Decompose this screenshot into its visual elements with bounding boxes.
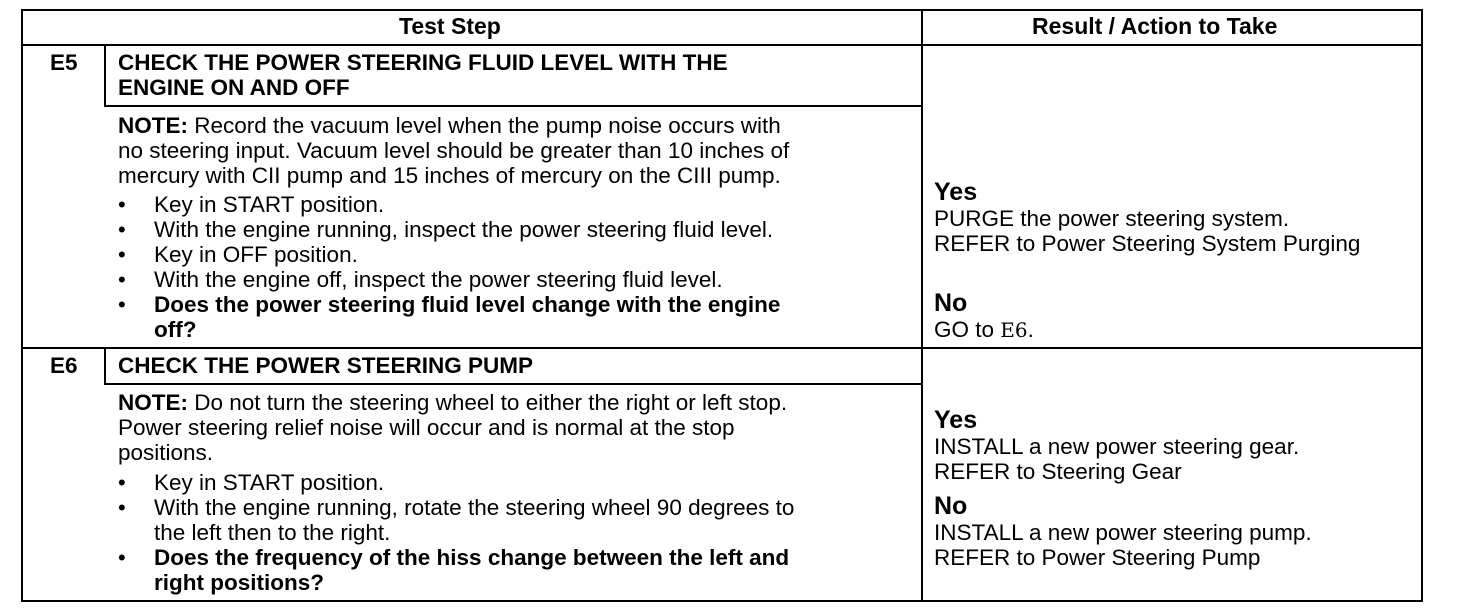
e6-note-line1 <box>118 390 787 415</box>
bullet-icon: • <box>118 192 126 217</box>
e5-note-line1 <box>118 113 781 138</box>
e5-no-prefix: GO to <box>934 317 1001 342</box>
e6-id-divider <box>104 347 106 384</box>
e5-no-label: No <box>934 289 968 317</box>
e5-note-line2: no steering input. Vacuum level should be greater than 10 inches of <box>118 138 790 163</box>
e6-step-link[interactable]: E6 <box>1000 318 1028 342</box>
e5-yes-label: Yes <box>934 178 978 206</box>
e6-title-line1: CHECK THE POWER STEERING PUMP <box>118 353 534 378</box>
e5-bullet-1: Key in START position. <box>154 192 385 217</box>
e5-bullet-3: Key in OFF position. <box>154 242 358 267</box>
header-test-step: Test Step <box>399 13 501 39</box>
e6-question-line2: right positions? <box>154 570 324 595</box>
step-id-e5: E5 <box>50 50 78 75</box>
row-divider-e5-e6 <box>21 347 1423 349</box>
e5-no-action <box>934 317 1034 343</box>
e6-no-label: No <box>934 492 968 520</box>
e5-title-divider <box>104 105 922 107</box>
e6-question-line1: Does the frequency of the hiss change between the left and <box>154 545 790 570</box>
e6-note-text: Do not turn the steering wheel to either the right or left stop. <box>188 390 788 415</box>
header-result-action: Result / Action to Take <box>1032 13 1278 39</box>
bullet-icon: • <box>118 242 126 267</box>
e6-bullet-1: Key in START position. <box>154 470 385 495</box>
e6-yes-label: Yes <box>934 406 978 434</box>
e5-note-label: NOTE: <box>118 113 188 138</box>
e6-note-line3: positions. <box>118 440 214 465</box>
e6-title-divider <box>104 383 922 385</box>
table-border-right <box>1421 9 1423 602</box>
e6-yes-line1: INSTALL a new power steering gear. <box>934 434 1300 459</box>
e5-id-divider <box>104 44 106 106</box>
step-id-e6: E6 <box>50 353 78 378</box>
bullet-icon: • <box>118 217 126 242</box>
e5-question-line2: off? <box>154 317 197 342</box>
e5-note-line3: mercury with CII pump and 15 inches of mercury on the CIII pump. <box>118 163 781 188</box>
bullet-icon: • <box>118 545 126 570</box>
e5-yes-line2: REFER to Power Steering System Purging <box>934 231 1361 256</box>
e6-bullet-2-line1: With the engine running, rotate the steering wheel 90 degrees to <box>154 495 795 520</box>
e6-no-line1: INSTALL a new power steering pump. <box>934 520 1312 545</box>
e5-bullet-2: With the engine running, inspect the power steering fluid level. <box>154 217 774 242</box>
e5-title-line1: CHECK THE POWER STEERING FLUID LEVEL WITH THE <box>118 50 728 75</box>
e6-note-label: NOTE: <box>118 390 188 415</box>
bullet-icon: • <box>118 470 126 495</box>
e6-no-line2: REFER to Power Steering Pump <box>934 545 1261 570</box>
header-divider <box>21 44 1423 46</box>
e5-no-suffix: . <box>1027 317 1034 342</box>
bullet-icon: • <box>118 495 126 520</box>
bullet-icon: • <box>118 267 126 292</box>
table-border-bottom <box>21 600 1423 602</box>
column-divider <box>921 9 923 602</box>
table-border-top <box>21 9 1423 11</box>
e5-question-line1: Does the power steering fluid level change with the engine <box>154 292 781 317</box>
e6-note-line2: Power steering relief noise will occur and is normal at the stop <box>118 415 735 440</box>
e5-title-line2: ENGINE ON AND OFF <box>118 75 350 100</box>
e6-bullet-2-line2: the left then to the right. <box>154 520 391 545</box>
e5-bullet-4: With the engine off, inspect the power steering fluid level. <box>154 267 723 292</box>
bullet-icon: • <box>118 292 126 317</box>
table-border-left <box>21 9 23 602</box>
e5-note-text: Record the vacuum level when the pump noise occurs with <box>188 113 781 138</box>
e6-yes-line2: REFER to Steering Gear <box>934 459 1182 484</box>
e5-yes-line1: PURGE the power steering system. <box>934 206 1290 231</box>
